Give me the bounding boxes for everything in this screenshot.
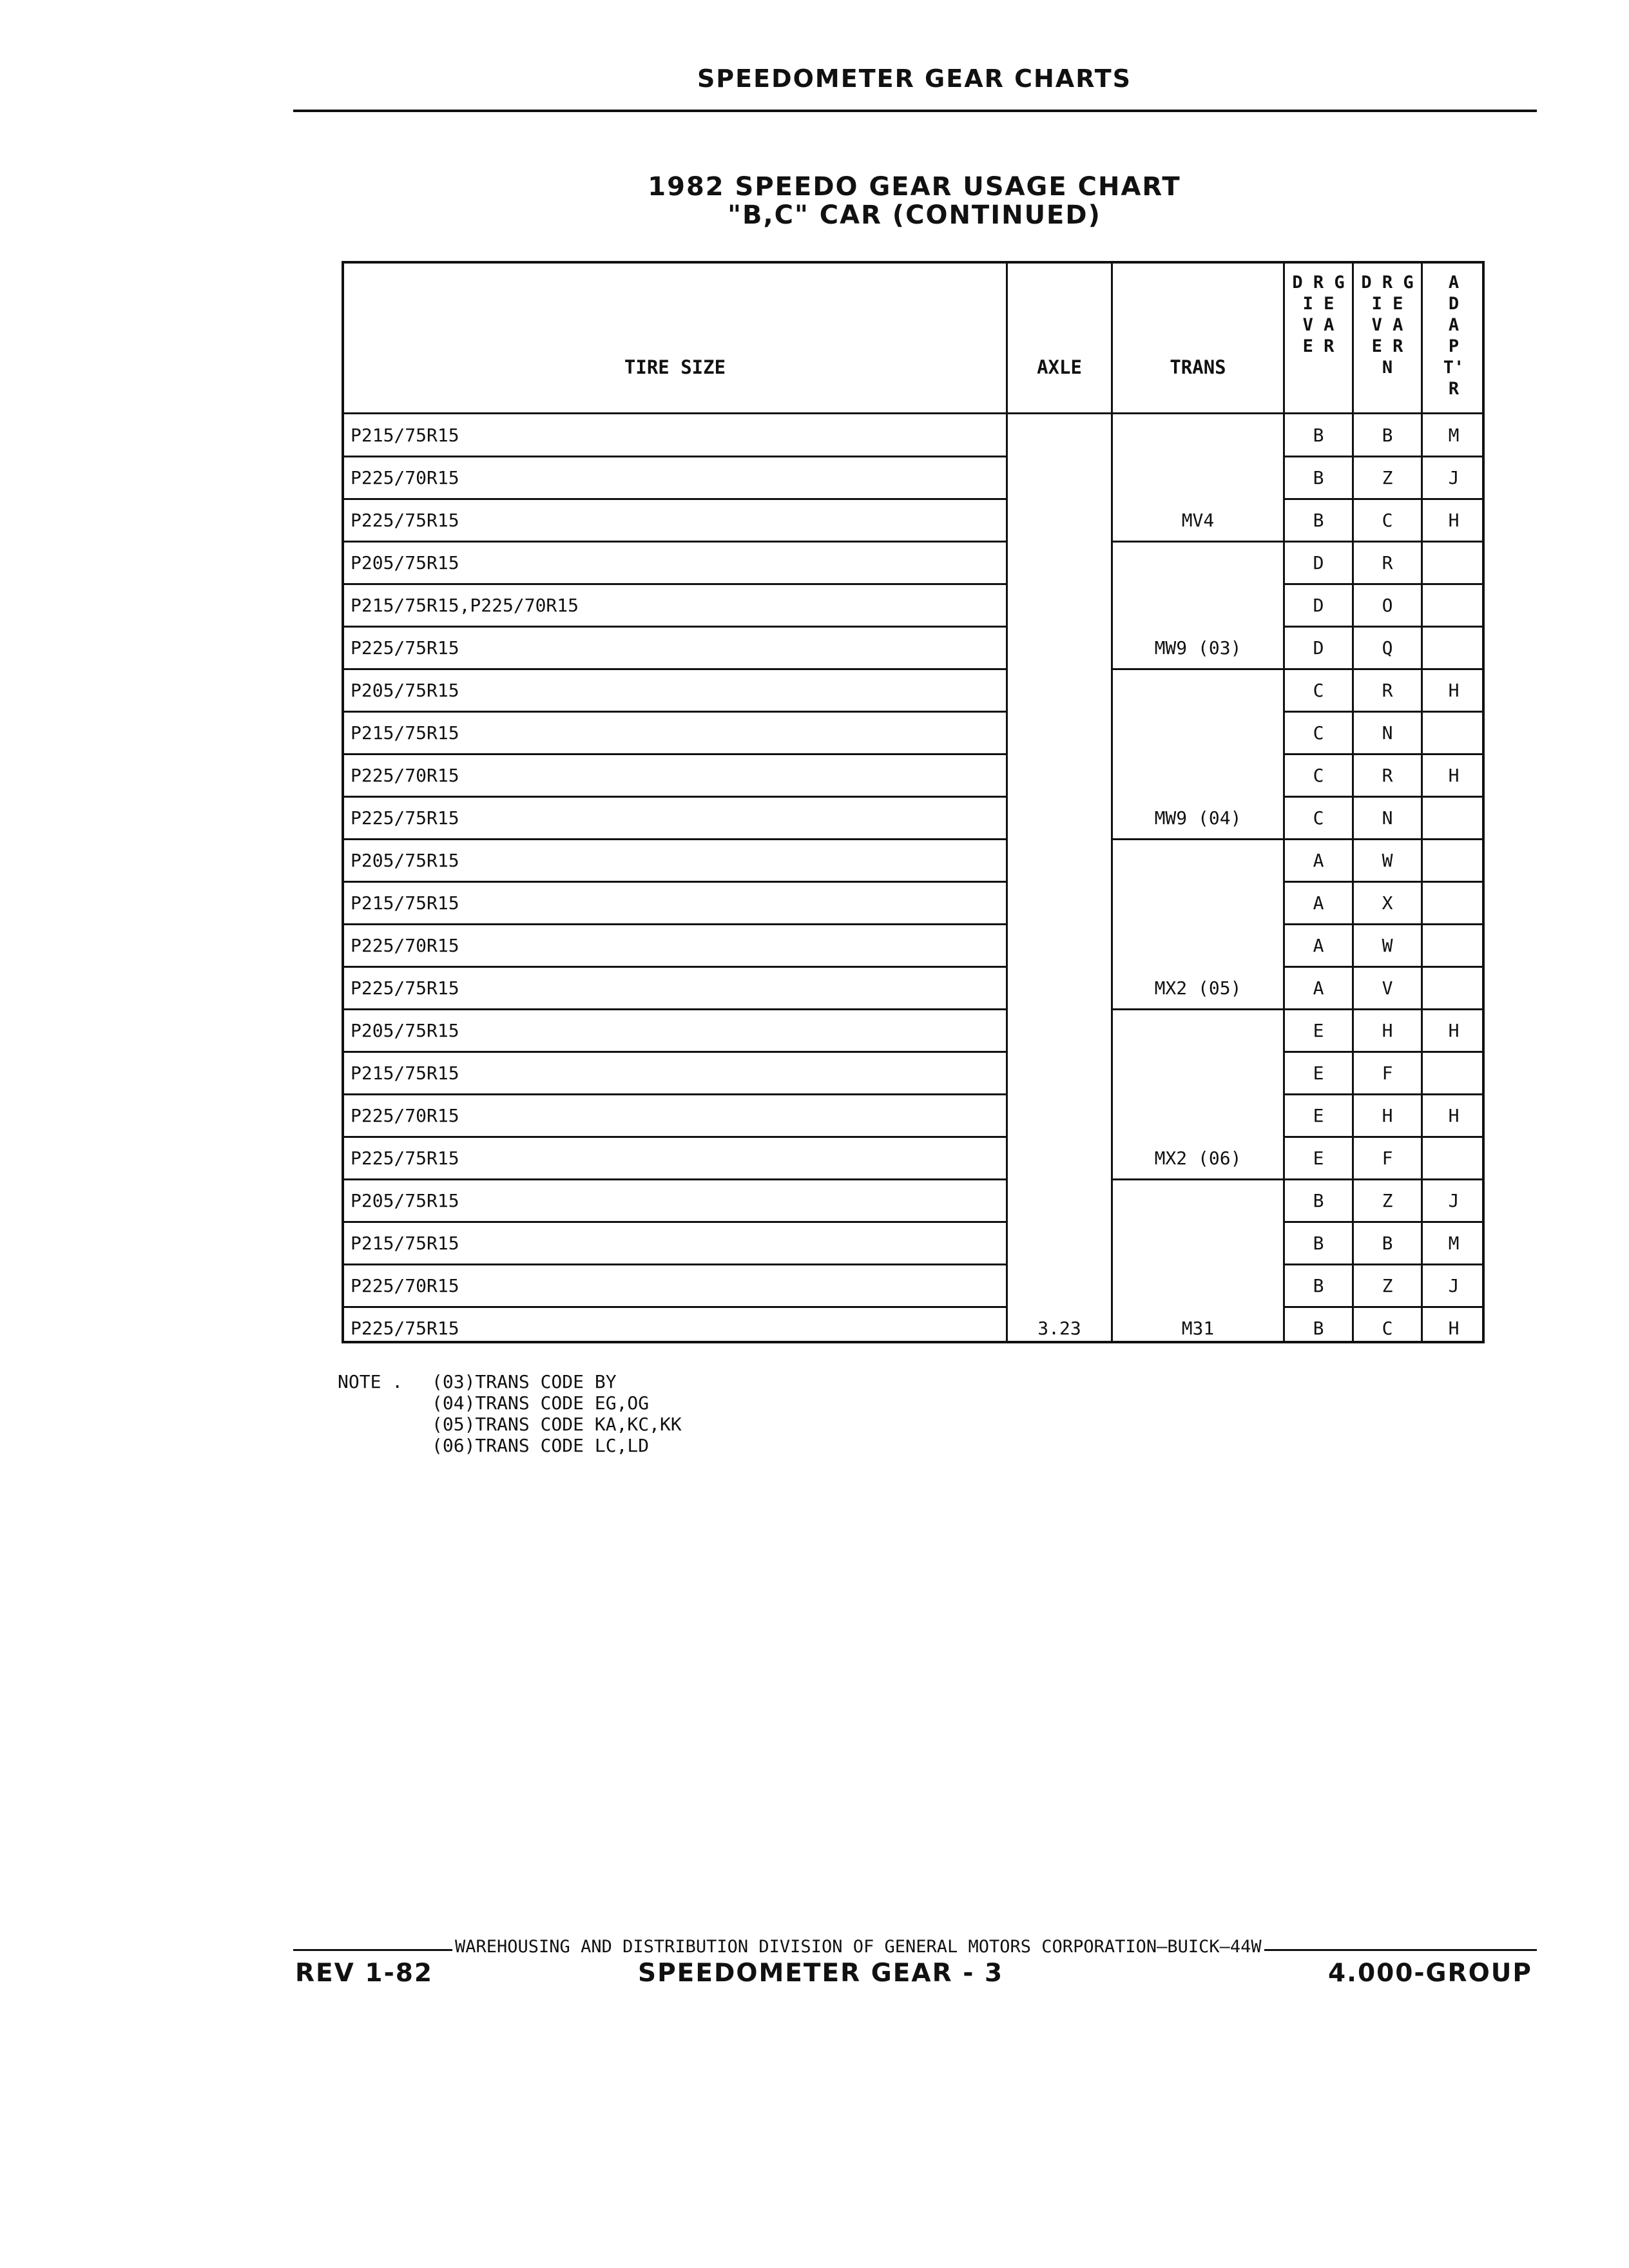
drive-gear-cell: B <box>1313 1275 1324 1296</box>
page-header-title: SPEEDOMETER GEAR CHARTS <box>697 64 1132 93</box>
note-line: (03)TRANS CODE BY <box>432 1371 617 1392</box>
trans-code-cell: MW9 (04) <box>1154 807 1242 829</box>
adapter-cell: H <box>1448 680 1460 701</box>
notes-block <box>338 1371 403 1392</box>
drive-gear-cell: B <box>1313 510 1324 531</box>
adapter-cell <box>1423 882 1485 925</box>
adapter-cell <box>1423 584 1485 627</box>
header-stack-line: E R <box>1302 336 1335 356</box>
driven-gear-cell: H <box>1382 1020 1393 1041</box>
adapter-cell: H <box>1448 510 1460 531</box>
header-stack-line: V A <box>1371 315 1403 335</box>
trans-code-cell: MX2 (05) <box>1154 977 1242 999</box>
driven-gear-cell: C <box>1382 1318 1393 1339</box>
driven-gear-cell: F <box>1382 1148 1393 1169</box>
drive-gear-cell: B <box>1313 1190 1324 1211</box>
drive-gear-cell: B <box>1313 1318 1324 1339</box>
drive-gear-cell: E <box>1313 1062 1324 1084</box>
tire-size-cell: P215/75R15 <box>351 425 459 446</box>
footer-section: SPEEDOMETER GEAR - 3 <box>638 1959 1004 1988</box>
driven-gear-cell: R <box>1382 680 1393 701</box>
adapter-cell <box>1423 542 1485 584</box>
trans-code-cell: MX2 (06) <box>1154 1148 1242 1169</box>
tire-size-cell: P205/75R15 <box>351 850 459 871</box>
drive-gear-cell: E <box>1313 1020 1324 1041</box>
drive-gear-cell: E <box>1313 1148 1324 1169</box>
notes-lines <box>432 1371 682 1456</box>
adapter-cell: J <box>1448 1275 1460 1296</box>
drive-gear-cell: C <box>1313 680 1324 701</box>
adapter-cell: J <box>1448 467 1460 488</box>
driven-gear-cell: V <box>1382 977 1393 999</box>
trans-code-cell: M31 <box>1181 1318 1215 1339</box>
drive-gear-cell: D <box>1313 637 1324 658</box>
footer-division-text: WAREHOUSING AND DISTRIBUTION DIVISION OF GENERAL MOTORS CORPORATION—BUICK—44W <box>452 1937 1264 1957</box>
driven-gear-cell: W <box>1382 935 1393 956</box>
drive-gear-cell: D <box>1313 552 1324 573</box>
tire-size-header: TIRE SIZE <box>624 356 726 378</box>
drive-gear-cell: A <box>1313 977 1324 999</box>
adapter-cell <box>1423 840 1485 882</box>
adapter-cell: H <box>1448 1020 1460 1041</box>
driven-gear-cell: B <box>1382 1233 1393 1254</box>
driven-gear-cell: O <box>1382 595 1393 616</box>
header-stack-line: E R <box>1371 336 1403 356</box>
driven-gear-cell: R <box>1382 765 1393 786</box>
driven-gear-cell: B <box>1382 425 1393 446</box>
drive-gear-cell: A <box>1313 892 1324 914</box>
driven-gear-cell: N <box>1382 722 1393 744</box>
tire-size-cell: P225/75R15 <box>351 1318 459 1339</box>
tire-size-cell: P225/70R15 <box>351 765 459 786</box>
adapter-cell: J <box>1448 1190 1460 1211</box>
header-stack-line: P <box>1448 336 1460 356</box>
header-stack-line: D R G <box>1292 273 1345 293</box>
footer-revision: REV 1-82 <box>295 1959 434 1988</box>
adapter-cell: H <box>1448 1105 1460 1126</box>
header-stack-line: D <box>1448 294 1460 314</box>
adapter-cell <box>1423 797 1485 840</box>
chart-title-line-1: 1982 SPEEDO GEAR USAGE CHART <box>648 172 1181 202</box>
driven-gear-cell: N <box>1382 807 1393 829</box>
adapter-cell <box>1423 1052 1485 1095</box>
drive-gear-cell: C <box>1313 807 1324 829</box>
trans-code-cell: MV4 <box>1181 510 1215 531</box>
tire-size-cell: P215/75R15 <box>351 892 459 914</box>
speedo-gear-table <box>342 261 1485 1343</box>
adapter-cell: M <box>1448 1233 1460 1254</box>
driven-gear-cell: R <box>1382 552 1393 573</box>
adapter-cell <box>1423 967 1485 1010</box>
tire-size-cell: P205/75R15 <box>351 552 459 573</box>
drive-gear-cell: B <box>1313 425 1324 446</box>
note-line: (06)TRANS CODE LC,LD <box>432 1435 650 1456</box>
axle-ratio-cell: 3.23 <box>1037 1318 1081 1339</box>
axle-header: AXLE <box>1037 356 1082 378</box>
header-stack-line: T' <box>1443 358 1465 378</box>
driven-gear-cell: Z <box>1382 467 1393 488</box>
tire-size-cell: P225/70R15 <box>351 1275 459 1296</box>
note-line: (05)TRANS CODE KA,KC,KK <box>432 1414 682 1435</box>
chart-title-line-2: "B,C" CAR (CONTINUED) <box>728 200 1101 230</box>
driven-gear-cell: W <box>1382 850 1393 871</box>
tire-size-cell: P225/75R15 <box>351 510 459 531</box>
tire-size-cell: P225/70R15 <box>351 467 459 488</box>
note-label: NOTE . <box>338 1371 403 1392</box>
adapter-cell: M <box>1448 425 1460 446</box>
drive-gear-cell: C <box>1313 722 1324 744</box>
trans-code-cell: MW9 (03) <box>1154 637 1242 658</box>
header-stack-line: R <box>1448 379 1460 399</box>
tire-size-cell: P215/75R15 <box>351 1233 459 1254</box>
tire-size-cell: P215/75R15,P225/70R15 <box>351 595 579 616</box>
footer-group: 4.000-GROUP <box>1328 1959 1532 1988</box>
drive-gear-cell: A <box>1313 850 1324 871</box>
tire-size-cell: P225/70R15 <box>351 935 459 956</box>
tire-size-cell: P225/75R15 <box>351 1148 459 1169</box>
tire-size-cell: P205/75R15 <box>351 1020 459 1041</box>
adapter-cell <box>1423 1137 1485 1180</box>
driven-gear-cell: F <box>1382 1062 1393 1084</box>
driven-gear-cell: C <box>1382 510 1393 531</box>
adapter-cell <box>1423 627 1485 669</box>
adapter-cell: H <box>1448 1318 1460 1339</box>
header-stack-line: I E <box>1302 294 1335 314</box>
tire-size-cell: P205/75R15 <box>351 680 459 701</box>
tire-size-cell: P225/75R15 <box>351 637 459 658</box>
driven-gear-cell: X <box>1382 892 1393 914</box>
adapter-cell <box>1423 712 1485 754</box>
chart-title <box>0 173 1629 229</box>
adapter-cell: H <box>1448 765 1460 786</box>
driven-gear-cell: H <box>1382 1105 1393 1126</box>
driven-gear-cell: Z <box>1382 1275 1393 1296</box>
header-stack-line: I E <box>1371 294 1403 314</box>
driven-gear-header <box>1354 264 1421 414</box>
header-stack-line: D R G <box>1361 273 1414 293</box>
col-divider <box>1006 264 1008 1341</box>
adapter-header <box>1423 264 1485 414</box>
header-rule <box>293 110 1537 112</box>
adapter-cell <box>1423 925 1485 967</box>
drive-gear-cell: A <box>1313 935 1324 956</box>
tire-size-cell: P205/75R15 <box>351 1190 459 1211</box>
drive-gear-header <box>1285 264 1352 414</box>
header-stack-line: A <box>1448 273 1460 293</box>
tire-size-cell: P215/75R15 <box>351 722 459 744</box>
tire-size-cell: P225/70R15 <box>351 1105 459 1126</box>
driven-gear-cell: Q <box>1382 637 1393 658</box>
trans-header: TRANS <box>1170 356 1226 378</box>
drive-gear-cell: B <box>1313 1233 1324 1254</box>
note-line: (04)TRANS CODE EG,OG <box>432 1392 650 1414</box>
tire-size-cell: P225/75R15 <box>351 807 459 829</box>
drive-gear-cell: D <box>1313 595 1324 616</box>
drive-gear-cell: E <box>1313 1105 1324 1126</box>
header-stack-line: V A <box>1302 315 1335 335</box>
drive-gear-cell: B <box>1313 467 1324 488</box>
tire-size-cell: P215/75R15 <box>351 1062 459 1084</box>
header-stack-line: N <box>1382 358 1393 378</box>
drive-gear-cell: C <box>1313 765 1324 786</box>
driven-gear-cell: Z <box>1382 1190 1393 1211</box>
header-stack-line: A <box>1448 315 1460 335</box>
tire-size-cell: P225/75R15 <box>351 977 459 999</box>
